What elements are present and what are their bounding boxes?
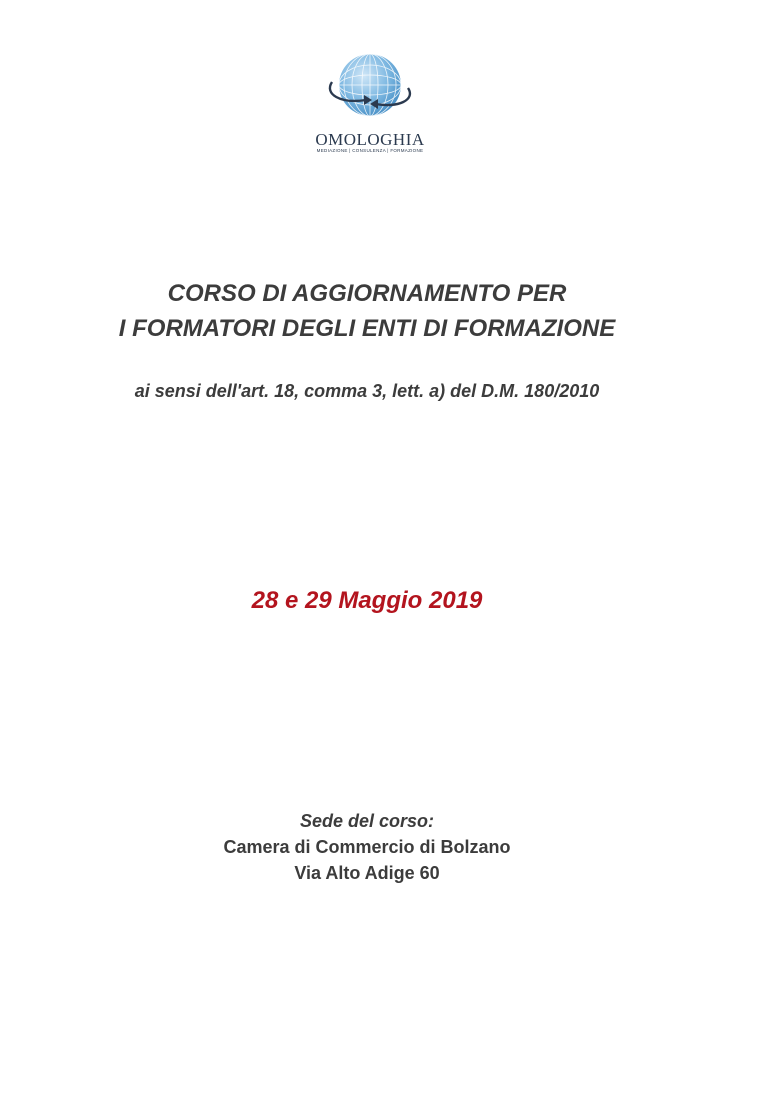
venue-address: Via Alto Adige 60 (294, 863, 440, 883)
logo-name: OMOLOGHIA (315, 130, 425, 149)
course-dates: 28 e 29 Maggio 2019 (251, 587, 483, 614)
globe-with-arrows-icon (320, 52, 420, 124)
omologhia-logo (300, 52, 440, 158)
venue-label: Sede del corso: (299, 811, 435, 831)
course-title-line-1: CORSO DI AGGIORNAMENTO PER (167, 280, 567, 307)
course-title-line-2: I FORMATORI DEGLI ENTI DI FORMAZIONE (118, 315, 616, 342)
logo-tagline: MEDIAZIONE | CONSULENZA | FORMAZIONE (316, 148, 424, 153)
venue-name: Camera di Commercio di Bolzano (223, 837, 511, 857)
legal-reference: ai sensi dell'art. 18, comma 3, lett. a) del D.M. 180/2010 (134, 381, 600, 401)
